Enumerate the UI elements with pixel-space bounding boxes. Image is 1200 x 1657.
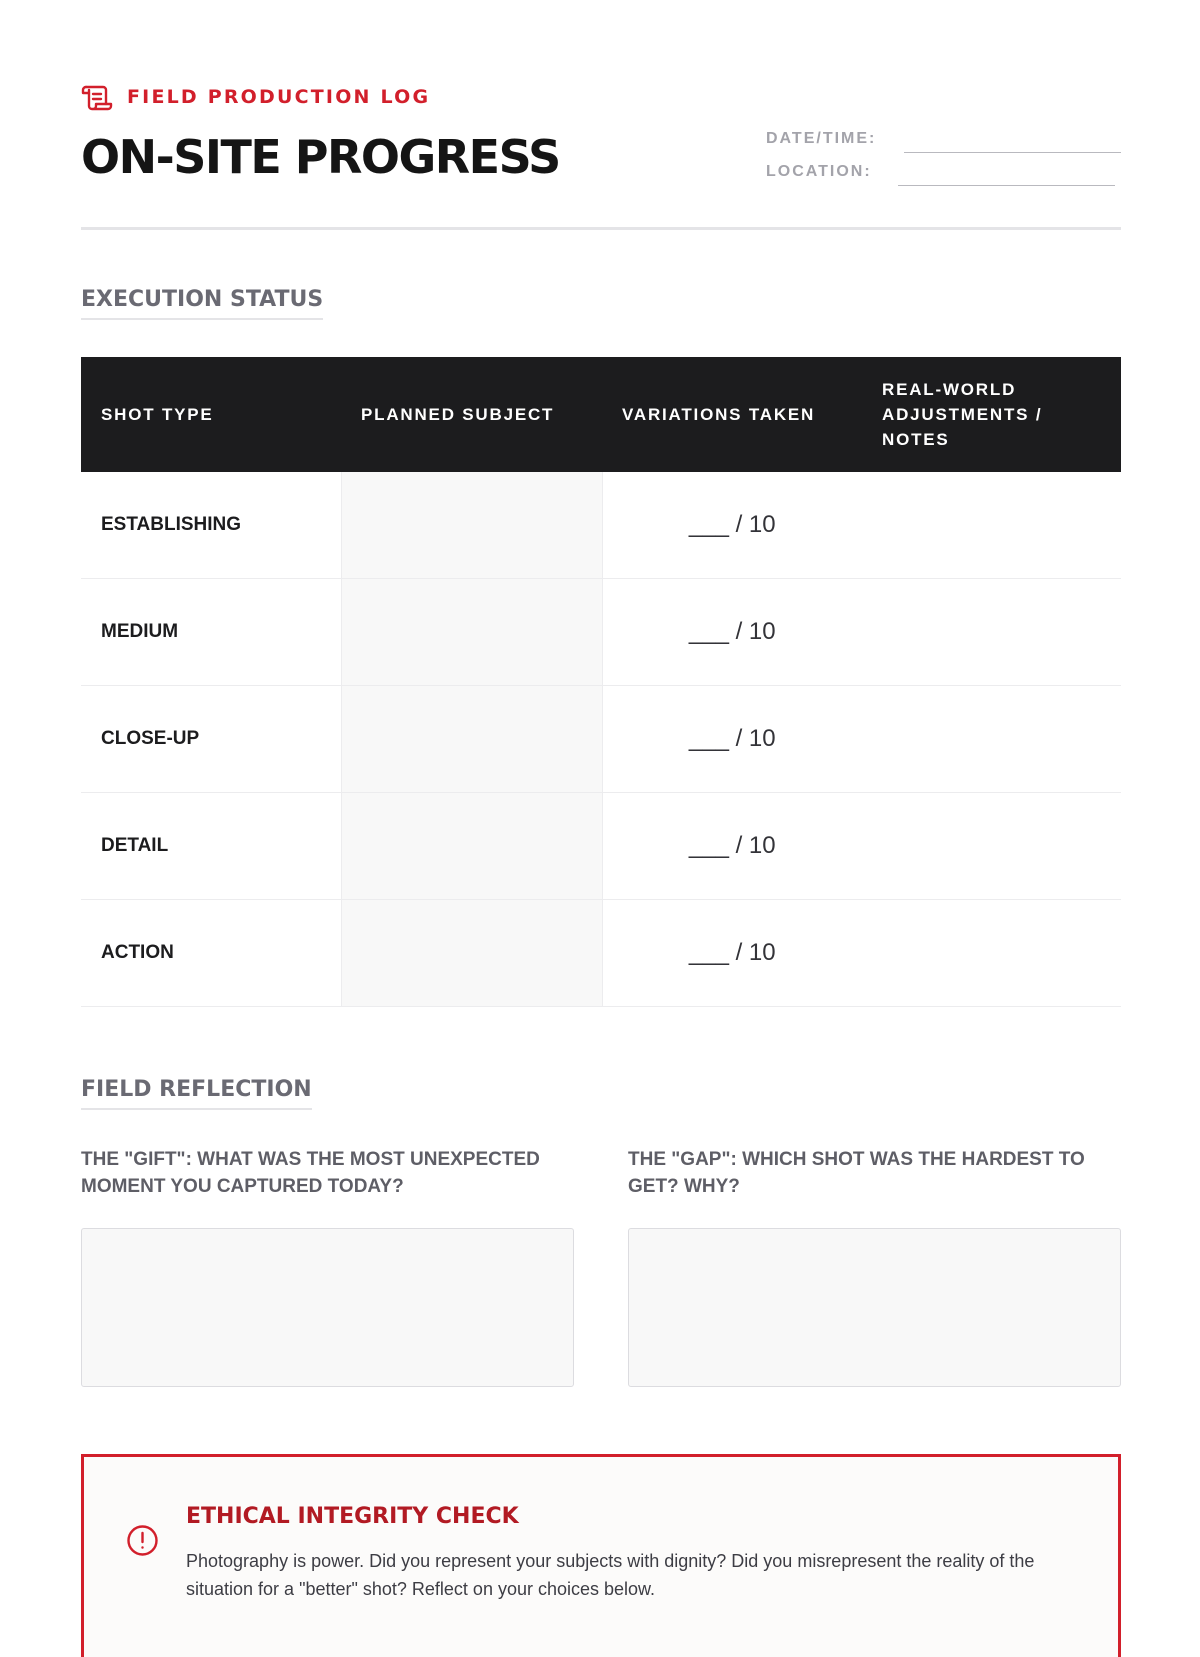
date-time-field[interactable] [904, 152, 1121, 153]
header-meta [766, 127, 1121, 193]
notes-cell[interactable] [862, 793, 1121, 900]
alert-circle-icon [126, 1524, 159, 1557]
page-title: ON-SITE PROGRESS [81, 130, 560, 184]
table-header-row [81, 357, 1121, 472]
variations-cell[interactable]: ___ / 10 [602, 900, 862, 1007]
ethics-title: ETHICAL INTEGRITY CHECK [186, 1504, 519, 1529]
notes-cell[interactable] [862, 579, 1121, 686]
table-row [81, 686, 1121, 793]
planned-subject-cell[interactable] [341, 900, 602, 1007]
location-label: LOCATION: [766, 163, 872, 180]
header-divider [81, 227, 1121, 230]
notes-cell[interactable] [862, 472, 1121, 579]
ethical-integrity-callout [81, 1454, 1121, 1657]
location-field[interactable] [898, 185, 1115, 186]
column-header-shot-type: SHOT TYPE [81, 357, 341, 472]
notes-cell[interactable] [862, 900, 1121, 1007]
table-row [81, 900, 1121, 1007]
execution-status-heading: EXECUTION STATUS [81, 287, 323, 320]
eyebrow [81, 82, 430, 112]
execution-status-table [81, 357, 1121, 1007]
eyebrow-label: FIELD PRODUCTION LOG [127, 86, 431, 108]
field-reflection-heading: FIELD REFLECTION [81, 1077, 312, 1110]
column-header-planned-subject: PLANNED SUBJECT [341, 357, 602, 472]
gift-answer-field[interactable] [81, 1228, 574, 1387]
gift-question: THE "GIFT": WHAT WAS THE MOST UNEXPECTED MOMENT YOU CAPTURED TODAY? [81, 1149, 540, 1197]
table-row [81, 472, 1121, 579]
planned-subject-cell[interactable] [341, 472, 602, 579]
gift-reflection [81, 1146, 574, 1200]
shot-type-cell: ESTABLISHING [81, 472, 341, 579]
planned-subject-cell[interactable] [341, 579, 602, 686]
ethics-body: Photography is power. Did you represent your subjects with dignity? Did you misrepresent the reality of the situation for a "better" shot? Reflect on your choices below. [186, 1551, 1035, 1599]
date-time-row [766, 127, 1121, 160]
date-time-label: DATE/TIME: [766, 130, 877, 147]
gap-question: THE "GAP": WHICH SHOT WAS THE HARDEST TO GET? WHY? [628, 1149, 1085, 1197]
column-header-notes: REAL-WORLD ADJUSTMENTS / NOTES [862, 357, 1121, 472]
table-row [81, 579, 1121, 686]
location-row [766, 160, 1121, 193]
table-row [81, 793, 1121, 900]
column-header-variations-taken: VARIATIONS TAKEN [602, 357, 862, 472]
gap-answer-field[interactable] [628, 1228, 1121, 1387]
planned-subject-cell[interactable] [341, 793, 602, 900]
variations-cell[interactable]: ___ / 10 [602, 579, 862, 686]
shot-type-cell: CLOSE-UP [81, 686, 341, 793]
shot-type-cell: DETAIL [81, 793, 341, 900]
variations-cell[interactable]: ___ / 10 [602, 793, 862, 900]
gap-reflection [628, 1146, 1121, 1200]
shot-type-cell: MEDIUM [81, 579, 341, 686]
planned-subject-cell[interactable] [341, 686, 602, 793]
variations-cell[interactable]: ___ / 10 [602, 686, 862, 793]
shot-type-cell: ACTION [81, 900, 341, 1007]
scroll-icon [81, 82, 113, 112]
notes-cell[interactable] [862, 686, 1121, 793]
variations-cell[interactable]: ___ / 10 [602, 472, 862, 579]
